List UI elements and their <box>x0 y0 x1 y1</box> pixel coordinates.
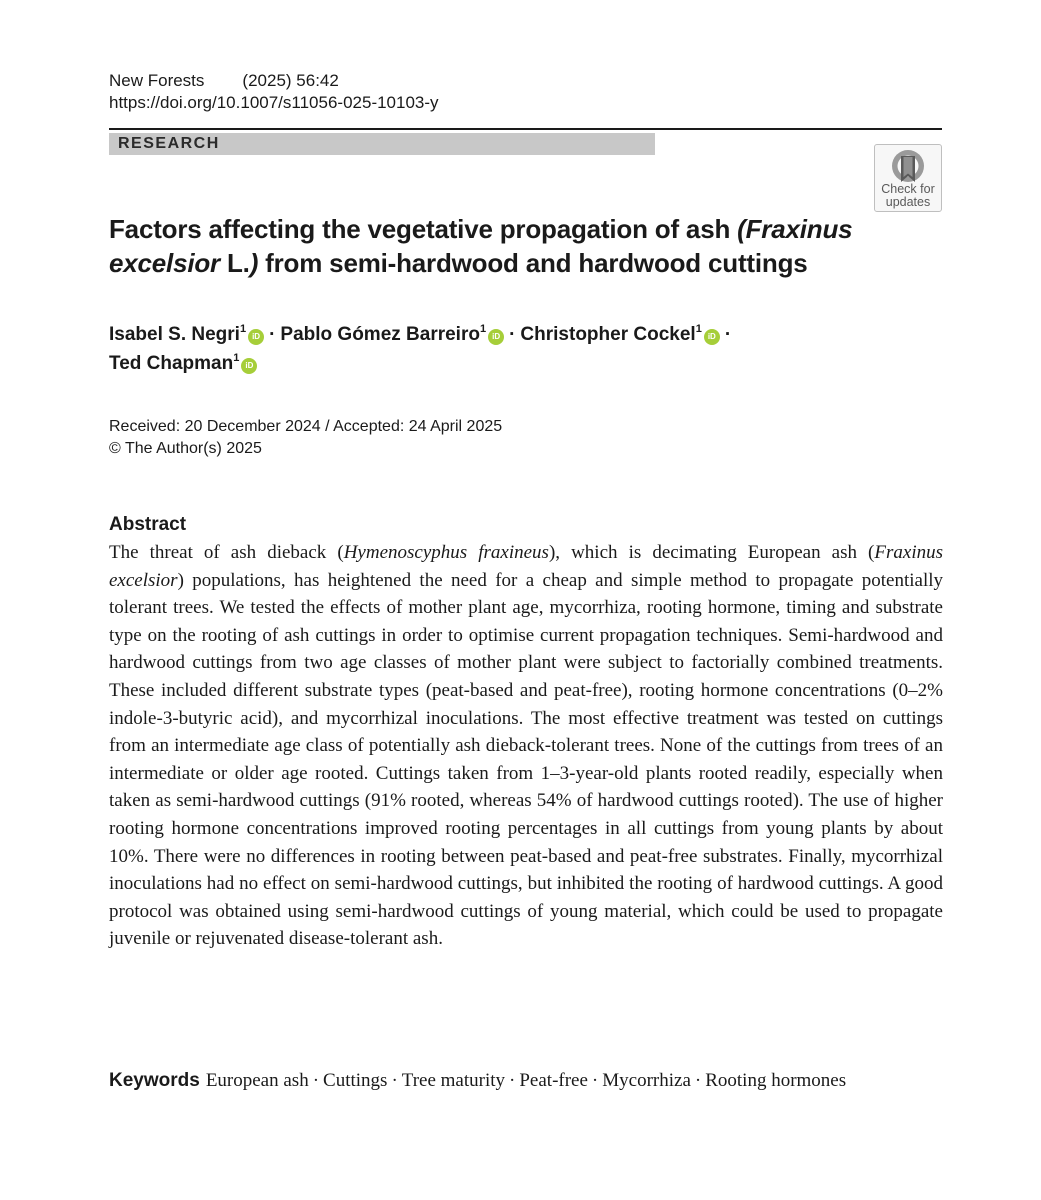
keywords-label: Keywords <box>109 1070 200 1091</box>
journal-name: New Forests <box>109 71 205 90</box>
author-affiliation: 1 <box>233 352 240 364</box>
author <box>109 324 264 345</box>
title-part: Factors affecting the vegetative propagation of ash <box>109 214 738 244</box>
author-name: Christopher Cockel <box>520 324 696 345</box>
author-affiliation: 1 <box>239 323 247 335</box>
orcid-icon[interactable]: iD <box>488 329 504 345</box>
abstract-body <box>109 539 943 953</box>
author-affiliation: 1 <box>695 323 702 335</box>
abstract-species-name: Hymenoscyphus fraxineus <box>343 542 549 563</box>
author-list <box>109 320 889 378</box>
crossmark-icon <box>890 148 926 184</box>
abstract-text: We tested the effects of mother plant age, mycorrhiza, rooting hormone, timing and substrate type on the rooting of ash cuttings in order to optimise current propagation techniques. Semi-hardwood and hardwood cuttings from two age classes of mother plant were subject to factorially combined treatments. These included different substrate types (peat-based and peat-free), rooting hormone concentrations (0–2% indole-3-butyric acid), and mycorrhizal inoculations. The most effective treatment was tested on cuttings from an intermediate age class of potentially ash dieback-tolerant trees. None of the cuttings from trees of an intermediate or older age rooted. Cuttings taken from 1–3-year-old plants rooted readily, especially when taken as semi-hardwood cuttings (91% rooted, whereas 54% of hardwood cuttings rooted). The use of higher rooting hormone concentrations improved rooting percentages in all cuttings from young plants by about 10%. There were no differences in rooting between peat-based and peat-free substrates. Finally, mycorrhizal inoculations had no effect on semi-hardwood cuttings, but inhibited the rooting of hardwood cuttings. A good protocol was obtained using semi-hardwood cuttings of young material, which could be used to propagate juvenile or rejuvenated disease-tolerant ash. <box>109 597 943 950</box>
keyword: European ash <box>205 1070 309 1091</box>
title-paren: ) <box>249 248 259 278</box>
keyword-separator: · <box>509 1070 516 1091</box>
keyword-separator: · <box>391 1070 398 1091</box>
header-rule <box>109 128 942 130</box>
check-for-updates-badge[interactable] <box>874 144 942 212</box>
keyword: Cuttings <box>323 1070 388 1091</box>
author-name: Isabel S. Negri <box>109 324 240 345</box>
received-accepted-dates: Received: 20 December 2024 / Accepted: 24 April 2025 <box>109 418 503 435</box>
author <box>109 353 257 374</box>
author-name: Pablo Gómez Barreiro <box>280 324 480 345</box>
keyword: Tree maturity <box>401 1070 506 1091</box>
title-authority: L. <box>219 248 250 278</box>
orcid-icon[interactable]: iD <box>248 329 264 345</box>
abstract-species-name: Fraxinus excelsior <box>109 542 943 591</box>
keyword: Mycorrhiza <box>602 1070 691 1091</box>
keyword: Peat-free <box>519 1070 588 1091</box>
abstract-heading: Abstract <box>109 514 187 535</box>
author <box>520 324 719 345</box>
author-name: Ted Chapman <box>109 353 234 374</box>
author-separator: · <box>269 324 276 345</box>
orcid-icon[interactable]: iD <box>241 358 257 374</box>
author <box>280 324 504 345</box>
orcid-icon[interactable]: iD <box>704 329 720 345</box>
author-separator: · <box>724 324 732 345</box>
journal-volume: (2025) 56:42 <box>242 71 339 90</box>
doi-link[interactable]: https://doi.org/10.1007/s11056-025-10103-y <box>109 93 439 112</box>
author-affiliation: 1 <box>479 323 487 335</box>
keyword-separator: · <box>591 1070 599 1091</box>
article-title <box>109 212 909 280</box>
journal-citation <box>109 70 339 92</box>
check-for-updates-text: Check for updates <box>881 182 935 209</box>
section-label: RESEARCH <box>118 135 220 152</box>
abstract-text: ) populations, has heightened the need for a cheap and simple method to propagate potentially tolerant trees. <box>109 569 943 619</box>
author-separator: · <box>509 324 516 345</box>
abstract-text: ), which is decimating European ash ( <box>548 542 875 563</box>
keywords <box>109 1067 943 1095</box>
title-species: (Fraxinus excelsior <box>109 214 853 278</box>
title-part: from semi-hardwood and hardwood cuttings <box>258 248 808 278</box>
abstract-text: The threat of ash dieback ( <box>109 542 344 563</box>
keyword-separator: · <box>312 1070 320 1091</box>
section-band <box>109 133 655 155</box>
copyright-notice: © The Author(s) 2025 <box>109 440 262 457</box>
keyword: Rooting hormones <box>705 1070 847 1091</box>
keyword-separator: · <box>694 1070 702 1091</box>
